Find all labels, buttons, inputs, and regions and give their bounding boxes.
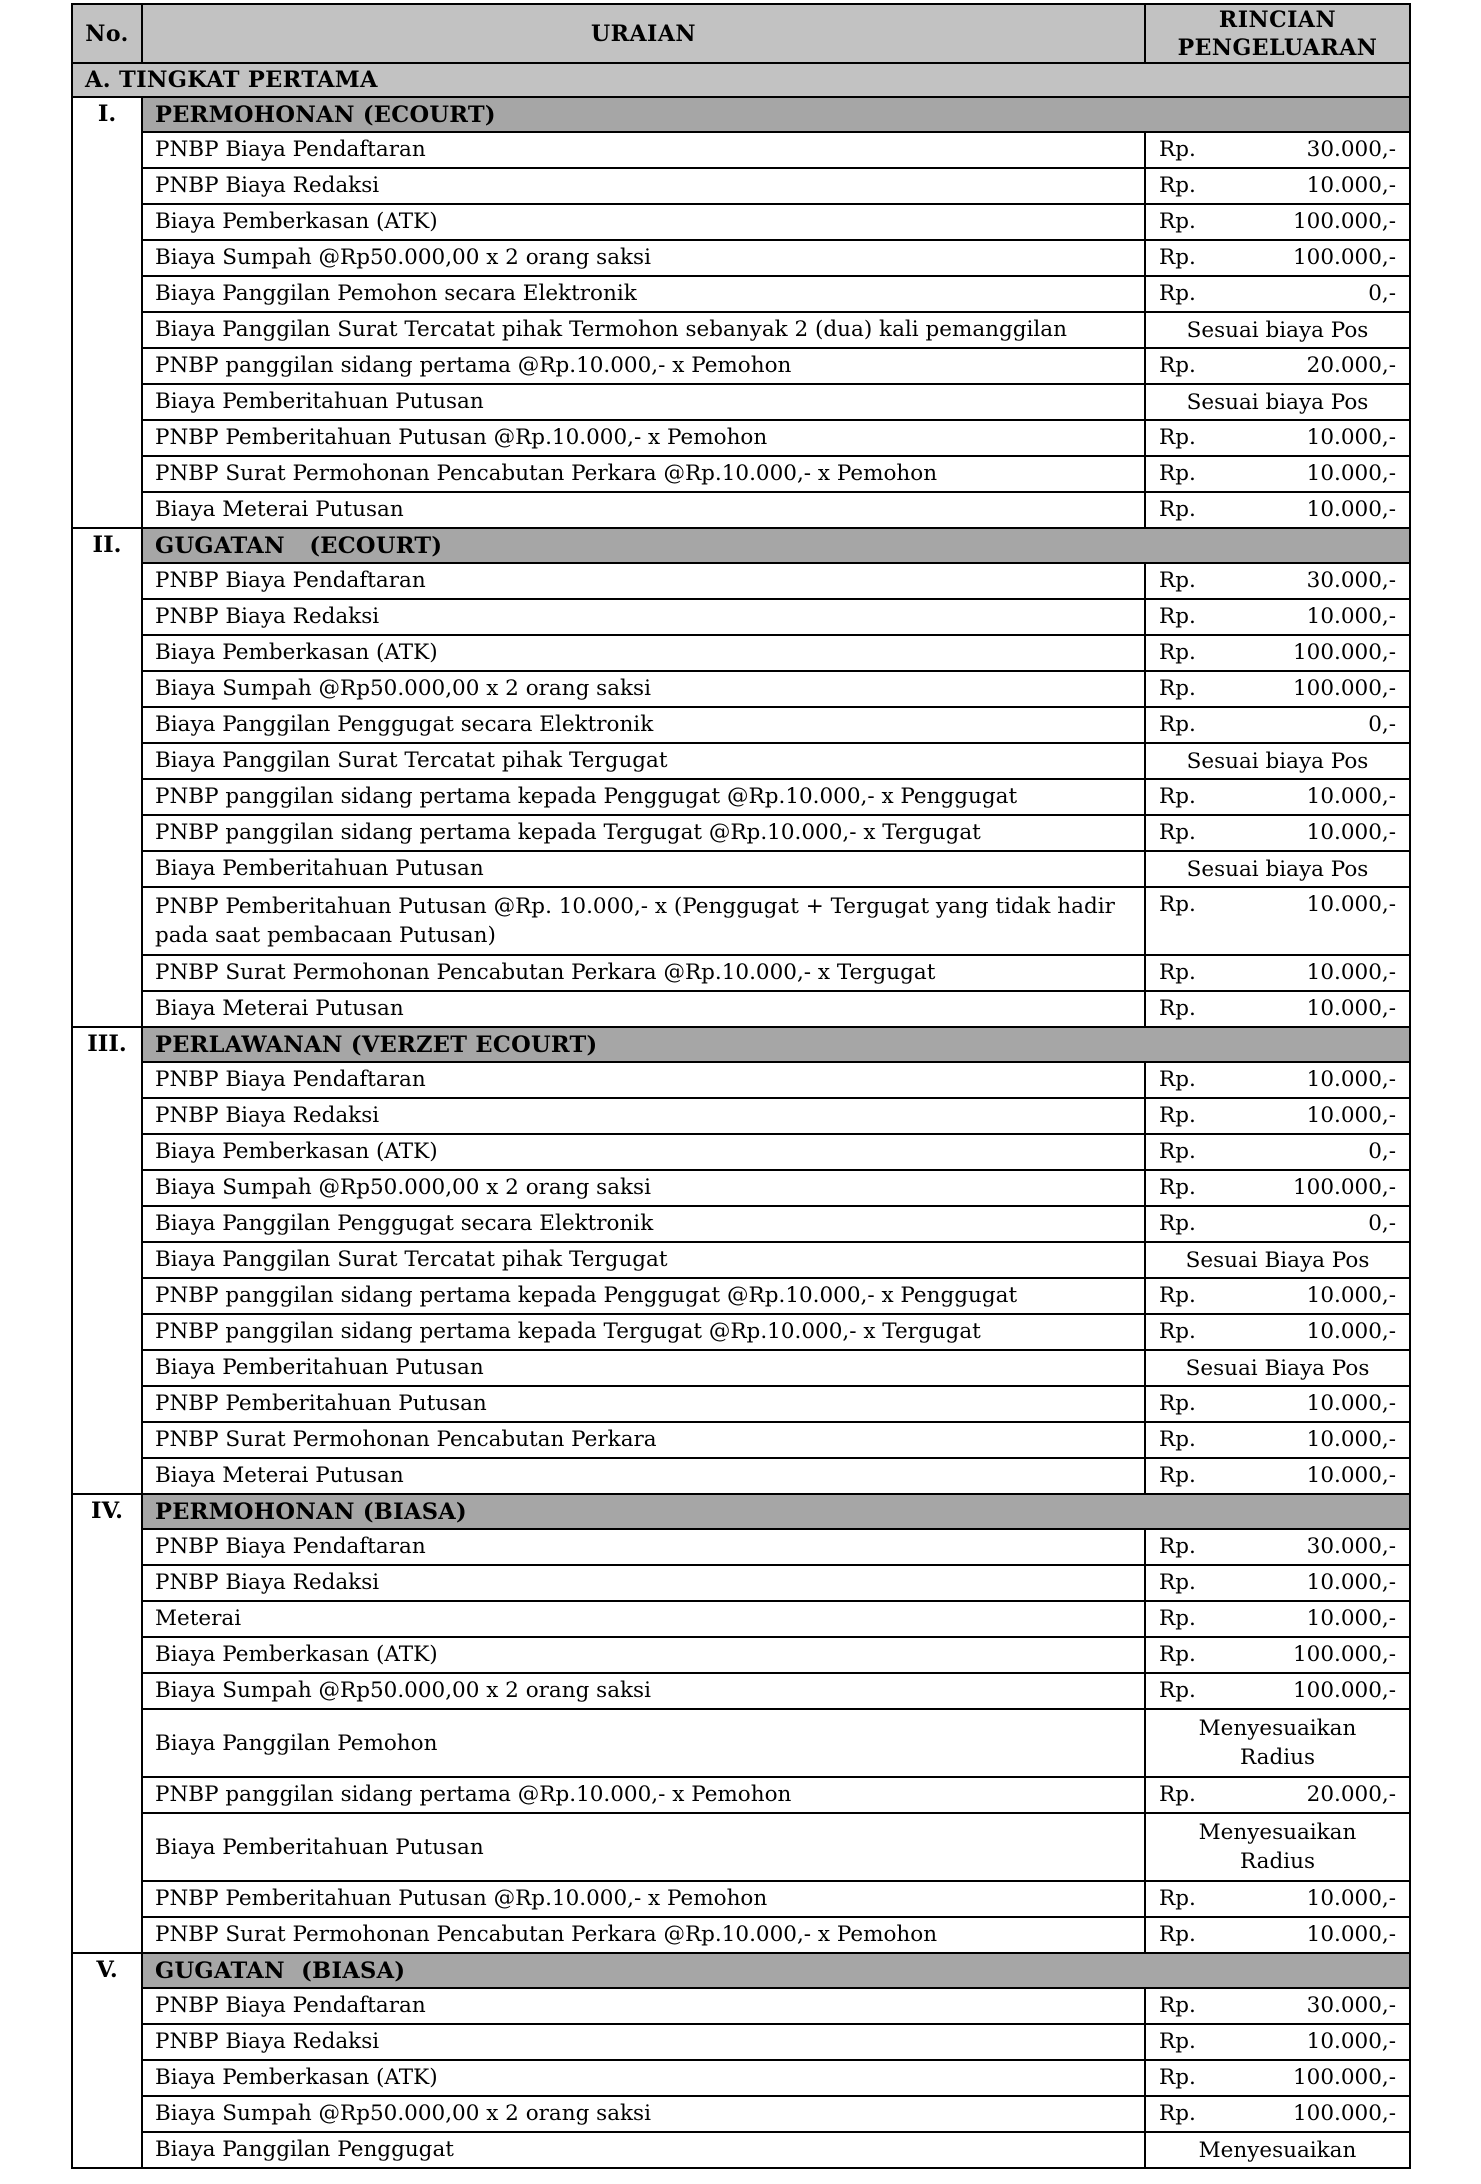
currency-label: Rp. — [1159, 137, 1196, 162]
item-amount-note: Sesuai biaya Pos — [1145, 851, 1410, 887]
header-rincian: RINCIAN PENGELUARAN — [1145, 4, 1410, 63]
amount-value: 100.000,- — [1292, 1678, 1396, 1703]
table-row — [72, 348, 1410, 384]
amount-value: 10.000,- — [1306, 1606, 1396, 1631]
item-description: Biaya Panggilan Penggugat — [142, 2132, 1145, 2168]
item-description: Biaya Panggilan Surat Tercatat pihak Termohon sebanyak 2 (dua) kali pemanggilan — [142, 312, 1145, 348]
currency-label: Rp. — [1159, 820, 1196, 845]
currency-label: Rp. — [1159, 1463, 1196, 1488]
table-header-row — [72, 4, 1410, 63]
item-description: PNBP Biaya Pendaftaran — [142, 132, 1145, 168]
table-row — [72, 1529, 1410, 1565]
item-description: PNBP Biaya Redaksi — [142, 1565, 1145, 1601]
table-row — [72, 492, 1410, 528]
table-row — [72, 312, 1410, 348]
table-row — [72, 1170, 1410, 1206]
amount-value: 10.000,- — [1306, 2029, 1396, 2054]
amount-value: 10.000,- — [1306, 1463, 1396, 1488]
item-amount — [1145, 1062, 1410, 1098]
section-row — [72, 63, 1410, 97]
item-description: PNBP panggilan sidang pertama kepada Penggugat @Rp.10.000,- x Penggugat — [142, 779, 1145, 815]
currency-label: Rp. — [1159, 1534, 1196, 1559]
item-amount-note: Menyesuaikan Radius — [1145, 1709, 1410, 1777]
table-row — [72, 1314, 1410, 1350]
table-row — [72, 707, 1410, 743]
amount-value: 10.000,- — [1306, 820, 1396, 845]
item-description: Biaya Panggilan Pemohon — [142, 1709, 1145, 1777]
item-description: PNBP Surat Permohonan Pencabutan Perkara @Rp.10.000,- x Pemohon — [142, 456, 1145, 492]
table-row — [72, 1673, 1410, 1709]
table-row — [72, 2060, 1410, 2096]
item-description: PNBP Pemberitahuan Putusan — [142, 1386, 1145, 1422]
item-description: Biaya Pemberitahuan Putusan — [142, 1350, 1145, 1386]
currency-label: Rp. — [1159, 1642, 1196, 1667]
item-amount — [1145, 635, 1410, 671]
item-description: Biaya Meterai Putusan — [142, 1458, 1145, 1494]
item-amount — [1145, 563, 1410, 599]
item-description: Biaya Pemberkasan (ATK) — [142, 204, 1145, 240]
group-header-row — [72, 1027, 1410, 1062]
item-description: Biaya Panggilan Surat Tercatat pihak Tergugat — [142, 1242, 1145, 1278]
amount-value: 0,- — [1368, 712, 1396, 737]
item-description: Biaya Sumpah @Rp50.000,00 x 2 orang saksi — [142, 1170, 1145, 1206]
amount-value: 10.000,- — [1306, 960, 1396, 985]
amount-value: 10.000,- — [1306, 425, 1396, 450]
currency-label: Rp. — [1159, 1139, 1196, 1164]
item-amount — [1145, 707, 1410, 743]
amount-value: 10.000,- — [1306, 784, 1396, 809]
item-amount — [1145, 1458, 1410, 1494]
item-amount — [1145, 1988, 1410, 2024]
currency-label: Rp. — [1159, 1211, 1196, 1236]
table-row — [72, 204, 1410, 240]
item-amount — [1145, 887, 1410, 955]
group-number: IV. — [72, 1494, 142, 1953]
currency-label: Rp. — [1159, 281, 1196, 306]
table-row — [72, 815, 1410, 851]
item-amount — [1145, 1881, 1410, 1917]
item-amount — [1145, 1278, 1410, 1314]
table-row — [72, 1062, 1410, 1098]
item-description: PNBP panggilan sidang pertama kepada Tergugat @Rp.10.000,- x Tergugat — [142, 1314, 1145, 1350]
currency-label: Rp. — [1159, 1782, 1196, 1807]
item-amount — [1145, 1314, 1410, 1350]
item-amount — [1145, 779, 1410, 815]
table-row — [72, 1206, 1410, 1242]
table-row — [72, 1813, 1410, 1881]
table-row — [72, 1565, 1410, 1601]
table-row — [72, 671, 1410, 707]
table-row — [72, 1278, 1410, 1314]
table-row — [72, 2024, 1410, 2060]
item-amount — [1145, 276, 1410, 312]
item-amount-note: Menyesuaikan — [1145, 2132, 1410, 2168]
group-number: I. — [72, 97, 142, 528]
item-description: Biaya Panggilan Surat Tercatat pihak Tergugat — [142, 743, 1145, 779]
item-description: Biaya Panggilan Pemohon secara Elektronik — [142, 276, 1145, 312]
currency-label: Rp. — [1159, 1319, 1196, 1344]
item-amount — [1145, 168, 1410, 204]
item-amount — [1145, 1098, 1410, 1134]
item-description: Biaya Pemberkasan (ATK) — [142, 1637, 1145, 1673]
item-description: PNBP panggilan sidang pertama kepada Tergugat @Rp.10.000,- x Tergugat — [142, 815, 1145, 851]
table-row — [72, 635, 1410, 671]
item-amount — [1145, 1673, 1410, 1709]
table-row — [72, 1988, 1410, 2024]
group-title: PERLAWANAN (VERZET ECOURT) — [142, 1027, 1410, 1062]
currency-label: Rp. — [1159, 604, 1196, 629]
currency-label: Rp. — [1159, 1391, 1196, 1416]
currency-label: Rp. — [1159, 1993, 1196, 2018]
item-amount — [1145, 1601, 1410, 1637]
item-description: PNBP Biaya Pendaftaran — [142, 1529, 1145, 1565]
table-row — [72, 420, 1410, 456]
table-row — [72, 851, 1410, 887]
amount-value: 10.000,- — [1306, 1283, 1396, 1308]
item-description: Biaya Meterai Putusan — [142, 492, 1145, 528]
amount-value: 10.000,- — [1306, 892, 1396, 917]
item-description: PNBP Surat Permohonan Pencabutan Perkara @Rp.10.000,- x Pemohon — [142, 1917, 1145, 1953]
item-description: PNBP Pemberitahuan Putusan @Rp.10.000,- x Pemohon — [142, 420, 1145, 456]
item-description: Meterai — [142, 1601, 1145, 1637]
amount-value: 10.000,- — [1306, 996, 1396, 1021]
currency-label: Rp. — [1159, 1427, 1196, 1452]
currency-label: Rp. — [1159, 1606, 1196, 1631]
group-title: GUGATAN (BIASA) — [142, 1953, 1410, 1988]
currency-label: Rp. — [1159, 640, 1196, 665]
amount-value: 10.000,- — [1306, 604, 1396, 629]
currency-label: Rp. — [1159, 1922, 1196, 1947]
currency-label: Rp. — [1159, 892, 1196, 917]
item-description: Biaya Pemberkasan (ATK) — [142, 1134, 1145, 1170]
table-row — [72, 276, 1410, 312]
amount-value: 30.000,- — [1306, 137, 1396, 162]
amount-value: 100.000,- — [1292, 1642, 1396, 1667]
item-description: PNBP panggilan sidang pertama kepada Penggugat @Rp.10.000,- x Penggugat — [142, 1278, 1145, 1314]
amount-value: 10.000,- — [1306, 1886, 1396, 1911]
item-amount — [1145, 1917, 1410, 1953]
amount-value: 10.000,- — [1306, 1067, 1396, 1092]
table-row — [72, 1134, 1410, 1170]
amount-value: 10.000,- — [1306, 1922, 1396, 1947]
item-description: PNBP Biaya Pendaftaran — [142, 563, 1145, 599]
amount-value: 0,- — [1368, 281, 1396, 306]
item-amount-note: Sesuai biaya Pos — [1145, 312, 1410, 348]
amount-value: 10.000,- — [1306, 1570, 1396, 1595]
table-row — [72, 132, 1410, 168]
item-amount — [1145, 492, 1410, 528]
table-row — [72, 1242, 1410, 1278]
amount-value: 10.000,- — [1306, 1319, 1396, 1344]
currency-label: Rp. — [1159, 2029, 1196, 2054]
currency-label: Rp. — [1159, 1067, 1196, 1092]
table-row — [72, 743, 1410, 779]
item-description: Biaya Pemberitahuan Putusan — [142, 384, 1145, 420]
amount-value: 30.000,- — [1306, 1993, 1396, 2018]
currency-label: Rp. — [1159, 1103, 1196, 1128]
currency-label: Rp. — [1159, 245, 1196, 270]
table-row — [72, 168, 1410, 204]
currency-label: Rp. — [1159, 1886, 1196, 1911]
group-title: GUGATAN (ECOURT) — [142, 528, 1410, 563]
amount-value: 20.000,- — [1306, 353, 1396, 378]
currency-label: Rp. — [1159, 461, 1196, 486]
item-amount — [1145, 132, 1410, 168]
amount-value: 100.000,- — [1292, 676, 1396, 701]
item-amount — [1145, 1422, 1410, 1458]
amount-value: 10.000,- — [1306, 461, 1396, 486]
item-amount — [1145, 1777, 1410, 1813]
table-row — [72, 2132, 1410, 2168]
item-description: PNBP Biaya Pendaftaran — [142, 1062, 1145, 1098]
item-amount — [1145, 1386, 1410, 1422]
amount-value: 100.000,- — [1292, 640, 1396, 665]
table-row — [72, 384, 1410, 420]
item-amount — [1145, 955, 1410, 991]
item-amount — [1145, 599, 1410, 635]
currency-label: Rp. — [1159, 1570, 1196, 1595]
currency-label: Rp. — [1159, 712, 1196, 737]
amount-value: 30.000,- — [1306, 1534, 1396, 1559]
currency-label: Rp. — [1159, 1283, 1196, 1308]
table-row — [72, 991, 1410, 1027]
item-description: Biaya Pemberkasan (ATK) — [142, 2060, 1145, 2096]
amount-value: 20.000,- — [1306, 1782, 1396, 1807]
table-row — [72, 1422, 1410, 1458]
fee-table — [71, 3, 1411, 2169]
currency-label: Rp. — [1159, 209, 1196, 234]
currency-label: Rp. — [1159, 2065, 1196, 2090]
group-title: PERMOHONAN (ECOURT) — [142, 97, 1410, 132]
table-row — [72, 1458, 1410, 1494]
item-description: PNBP Biaya Redaksi — [142, 1098, 1145, 1134]
currency-label: Rp. — [1159, 2101, 1196, 2126]
amount-value: 0,- — [1368, 1139, 1396, 1164]
group-header-row — [72, 1953, 1410, 1988]
amount-value: 100.000,- — [1292, 209, 1396, 234]
item-description: PNBP Biaya Redaksi — [142, 2024, 1145, 2060]
amount-value: 10.000,- — [1306, 1427, 1396, 1452]
amount-value: 10.000,- — [1306, 173, 1396, 198]
section-title: A. TINGKAT PERTAMA — [72, 63, 1410, 97]
item-amount — [1145, 420, 1410, 456]
item-description: Biaya Panggilan Penggugat secara Elektronik — [142, 707, 1145, 743]
item-amount-note: Sesuai biaya Pos — [1145, 743, 1410, 779]
item-amount-note: Sesuai Biaya Pos — [1145, 1350, 1410, 1386]
table-row — [72, 1098, 1410, 1134]
item-amount — [1145, 204, 1410, 240]
item-description: Biaya Sumpah @Rp50.000,00 x 2 orang saksi — [142, 2096, 1145, 2132]
currency-label: Rp. — [1159, 784, 1196, 809]
currency-label: Rp. — [1159, 568, 1196, 593]
table-row — [72, 887, 1410, 955]
item-description: PNBP Surat Permohonan Pencabutan Perkara — [142, 1422, 1145, 1458]
item-amount-note: Sesuai Biaya Pos — [1145, 1242, 1410, 1278]
table-row — [72, 240, 1410, 276]
item-description: Biaya Pemberitahuan Putusan — [142, 851, 1145, 887]
item-description: Biaya Pemberkasan (ATK) — [142, 635, 1145, 671]
item-description: PNBP panggilan sidang pertama @Rp.10.000,- x Pemohon — [142, 348, 1145, 384]
item-amount — [1145, 815, 1410, 851]
table-row — [72, 1350, 1410, 1386]
currency-label: Rp. — [1159, 497, 1196, 522]
amount-value: 100.000,- — [1292, 2065, 1396, 2090]
item-description: PNBP Biaya Redaksi — [142, 599, 1145, 635]
currency-label: Rp. — [1159, 425, 1196, 450]
currency-label: Rp. — [1159, 353, 1196, 378]
table-row — [72, 456, 1410, 492]
item-amount — [1145, 348, 1410, 384]
table-row — [72, 1386, 1410, 1422]
amount-value: 100.000,- — [1292, 1175, 1396, 1200]
group-number: V. — [72, 1953, 142, 2168]
item-description: PNBP Pemberitahuan Putusan @Rp. 10.000,- x (Penggugat + Tergugat yang tidak hadir pada saat pembacaan Putusan) — [142, 887, 1145, 955]
item-amount — [1145, 1529, 1410, 1565]
item-amount — [1145, 1637, 1410, 1673]
item-amount — [1145, 1134, 1410, 1170]
item-description: Biaya Meterai Putusan — [142, 991, 1145, 1027]
item-amount — [1145, 240, 1410, 276]
currency-label: Rp. — [1159, 996, 1196, 1021]
group-number: II. — [72, 528, 142, 1027]
currency-label: Rp. — [1159, 1678, 1196, 1703]
item-description: Biaya Sumpah @Rp50.000,00 x 2 orang saksi — [142, 671, 1145, 707]
item-amount — [1145, 1565, 1410, 1601]
item-description: PNBP Pemberitahuan Putusan @Rp.10.000,- x Pemohon — [142, 1881, 1145, 1917]
currency-label: Rp. — [1159, 173, 1196, 198]
item-amount — [1145, 2060, 1410, 2096]
table-body — [72, 63, 1410, 2168]
table-row — [72, 599, 1410, 635]
table-row — [72, 563, 1410, 599]
table-row — [72, 1917, 1410, 1953]
item-amount — [1145, 671, 1410, 707]
amount-value: 100.000,- — [1292, 2101, 1396, 2126]
group-header-row — [72, 1494, 1410, 1529]
table-row — [72, 1709, 1410, 1777]
currency-label: Rp. — [1159, 676, 1196, 701]
item-amount — [1145, 2096, 1410, 2132]
amount-value: 10.000,- — [1306, 497, 1396, 522]
item-amount — [1145, 991, 1410, 1027]
table-row — [72, 1777, 1410, 1813]
item-amount-note: Sesuai biaya Pos — [1145, 384, 1410, 420]
table-row — [72, 1637, 1410, 1673]
group-number: III. — [72, 1027, 142, 1494]
item-amount — [1145, 1206, 1410, 1242]
header-no: No. — [72, 4, 142, 63]
currency-label: Rp. — [1159, 960, 1196, 985]
group-header-row — [72, 97, 1410, 132]
group-title: PERMOHONAN (BIASA) — [142, 1494, 1410, 1529]
amount-value: 10.000,- — [1306, 1103, 1396, 1128]
item-description: Biaya Panggilan Penggugat secara Elektronik — [142, 1206, 1145, 1242]
table-row — [72, 1601, 1410, 1637]
item-description: PNBP Surat Permohonan Pencabutan Perkara @Rp.10.000,- x Tergugat — [142, 955, 1145, 991]
item-amount — [1145, 456, 1410, 492]
item-description: Biaya Sumpah @Rp50.000,00 x 2 orang saksi — [142, 1673, 1145, 1709]
table-row — [72, 779, 1410, 815]
group-header-row — [72, 528, 1410, 563]
table-row — [72, 1881, 1410, 1917]
item-amount — [1145, 1170, 1410, 1206]
amount-value: 0,- — [1368, 1211, 1396, 1236]
item-description: Biaya Sumpah @Rp50.000,00 x 2 orang saksi — [142, 240, 1145, 276]
item-description: PNBP Biaya Redaksi — [142, 168, 1145, 204]
table-row — [72, 955, 1410, 991]
header-uraian: URAIAN — [142, 4, 1145, 63]
item-amount — [1145, 2024, 1410, 2060]
document-page — [71, 3, 1409, 2169]
table-row — [72, 2096, 1410, 2132]
amount-value: 30.000,- — [1306, 568, 1396, 593]
item-description: PNBP Biaya Pendaftaran — [142, 1988, 1145, 2024]
currency-label: Rp. — [1159, 1175, 1196, 1200]
amount-value: 100.000,- — [1292, 245, 1396, 270]
amount-value: 10.000,- — [1306, 1391, 1396, 1416]
item-amount-note: Menyesuaikan Radius — [1145, 1813, 1410, 1881]
item-description: Biaya Pemberitahuan Putusan — [142, 1813, 1145, 1881]
item-description: PNBP panggilan sidang pertama @Rp.10.000,- x Pemohon — [142, 1777, 1145, 1813]
